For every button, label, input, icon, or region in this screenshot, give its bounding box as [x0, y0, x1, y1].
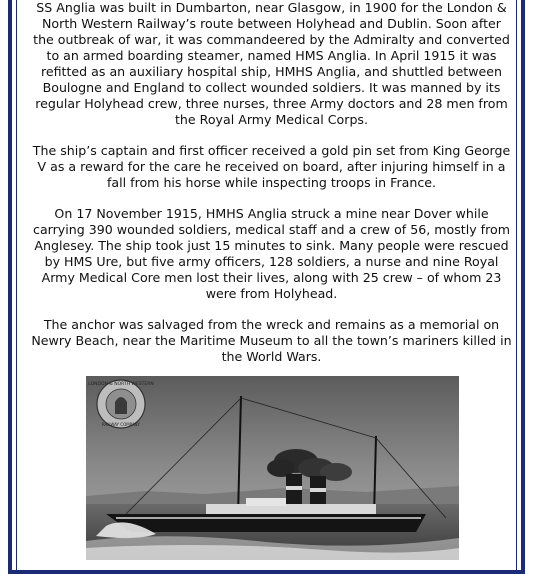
ship-photograph — [86, 376, 459, 560]
ship-illustration — [86, 376, 459, 560]
superstructure — [206, 504, 376, 514]
emblem-ring-text: LONDON & NORTH WESTERN — [88, 382, 154, 387]
hull — [106, 514, 426, 532]
paragraph-history: SS Anglia was built in Dumbarton, near Glasgow, in 1900 for the London & North Western Railway’s route between Holyhead and Dublin. Soon after the outbreak of war, it was commandeered by the Admiralty and converted to an armed boarding steamer, named HMS Anglia. In April 1915 it was refitted as an auxiliary hospital ship, HMHS Anglia, and shuttled between Boulogne and England to collect wounded soldiers. It was manned by its regular Holyhead crew, three nurses, three Army doctors and 28 men from the Royal Army Medical Corps. — [33, 0, 510, 127]
paragraph-anchor: The anchor was salvaged from the wreck and remains as a memorial on Newry Beach, near the Maritime Museum to all the town’s mariners killed in the World Wars. — [31, 317, 512, 364]
paragraph-sinking: On 17 November 1915, HMHS Anglia struck a mine near Dover while carrying 390 wounded soldiers, medical staff and a crew of 56, mostly from Anglesey. The ship took just 15 minutes to sink. Many people were rescued by HMS Ure, but five army officers, 128 soldiers, a nurse and nine Royal Army Medical Core men lost their lives, along with 25 crew – of whom 23 were from Holyhead. — [33, 206, 510, 301]
article-body — [30, 0, 513, 380]
emblem-bottom-text: RAILWAY COMPANY — [102, 422, 140, 427]
paragraph-gold-pin: The ship’s captain and first officer received a gold pin set from King George V as a reward for the care he received on board, after injuring himself in a fall from his horse while inspecting troops in France. — [32, 143, 511, 190]
